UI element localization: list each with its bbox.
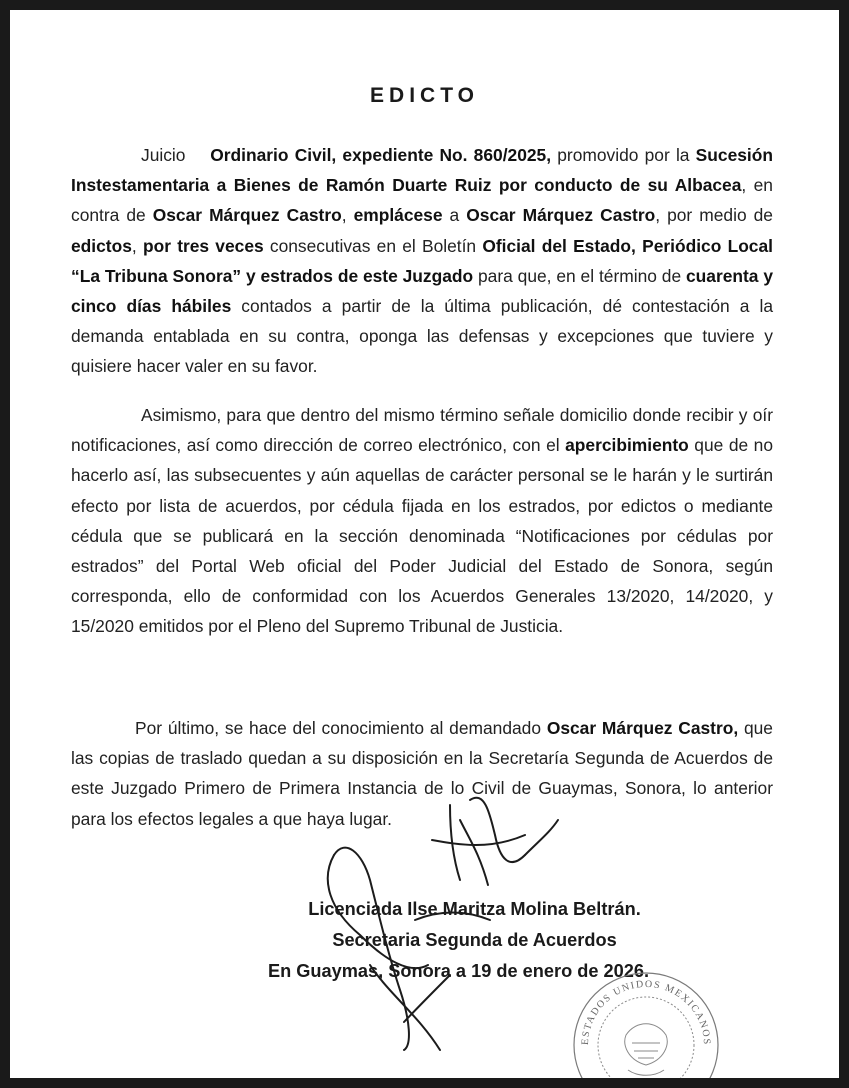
p3-text-1: Por último, se hace del conocimiento al demandado xyxy=(135,718,547,738)
p2-text-1: Asimismo, para que dentro del mismo término señale domicilio donde recibir y oír notificaciones, así como dirección de correo electrónico, con el xyxy=(71,405,773,456)
seal-text: ESTADOS UNIDOS MEXICANOS xyxy=(579,978,713,1046)
p3-bold-1: Oscar Márquez Castro, xyxy=(546,718,739,738)
p1-text-6: , por medio de xyxy=(655,205,773,226)
p1-text-4: , xyxy=(341,205,354,226)
p1-text-5: a xyxy=(442,205,467,226)
p1-bold-3: Oscar Márquez Castro xyxy=(152,205,342,226)
p1-bold-4: emplácese xyxy=(353,205,443,226)
p1-bold-5: Oscar Márquez Castro xyxy=(466,205,656,226)
p1-text-7: , xyxy=(131,235,143,256)
p1-text-10: contados a partir de la última publicación, dé contestación a la demanda entablada en su contra, oponga las defensas y excepciones que tuviere y quisiere hacer valer en su favor. xyxy=(71,296,773,377)
p1-text-9: para que, en el término de xyxy=(473,265,686,286)
place-date: En Guaymas, Sonora a 19 de enero de 2026. xyxy=(267,961,650,981)
p1-bold-6: edictos xyxy=(71,235,132,256)
p1-bold-1: Ordinario Civil, expediente No. 860/2025, xyxy=(210,145,552,165)
paragraph-1 xyxy=(71,140,773,382)
p1-text-2: promovido por la xyxy=(551,145,696,165)
svg-text:ESTADOS UNIDOS MEXICANOS xyxy=(580,979,712,1046)
p1-bold-2: Sucesión Instestamentaria a Bienes de Ramón Duarte Ruiz por conducto de su Albacea xyxy=(71,145,773,196)
p1-bold-7: por tres veces xyxy=(142,235,264,256)
document-page xyxy=(10,10,839,1078)
p1-text-8: consecutivas en el Boletín xyxy=(263,235,483,256)
p1-text-1: Juicio xyxy=(141,145,186,165)
paragraph-3 xyxy=(71,713,773,834)
document-title: EDICTO xyxy=(370,84,479,107)
p3-text-2: que las copias de traslado quedan a su disposición en la Secretaría Segunda de Acuerdos de este Juzgado Primero de Primera Instancia de lo Civil de Guaymas, Sonora, lo anterior para los efectos legales a que haya lugar. xyxy=(71,718,773,829)
paragraph-2 xyxy=(71,400,773,642)
p2-bold-1: apercibimiento xyxy=(565,435,689,456)
signer-name: Licenciada Ilse Maritza Molina Beltrán. xyxy=(308,899,641,919)
signer-title: Secretaria Segunda de Acuerdos xyxy=(332,930,617,950)
p1-bold-9: cuarenta y cinco días hábiles xyxy=(71,265,773,317)
p2-text-2: que de no hacerlo así, las subsecuentes y aún aquellas de carácter personal se le harán y le surtirán efecto por lista de acuerdos, por cédula fijada en los estrados, por edictos o mediante cédula que se publicará en la sección denominada “Notificaciones por cédulas por estrados” del Portal Web oficial del Poder Judicial del Estado de Sonora, según corresponda, ello de conformidad con los Acuerdos Generales 13/2020, 14/2020, y 15/2020 emitidos por el Pleno del Supremo Tribunal de Justicia. xyxy=(71,435,773,637)
p1-text-3: , en contra de xyxy=(71,175,773,226)
eagle-emblem-icon xyxy=(625,1024,667,1076)
p1-bold-8: Oficial del Estado, Periódico Local “La Tribuna Sonora” y estrados de este Juzgado xyxy=(71,235,773,286)
official-seal xyxy=(566,965,726,1078)
